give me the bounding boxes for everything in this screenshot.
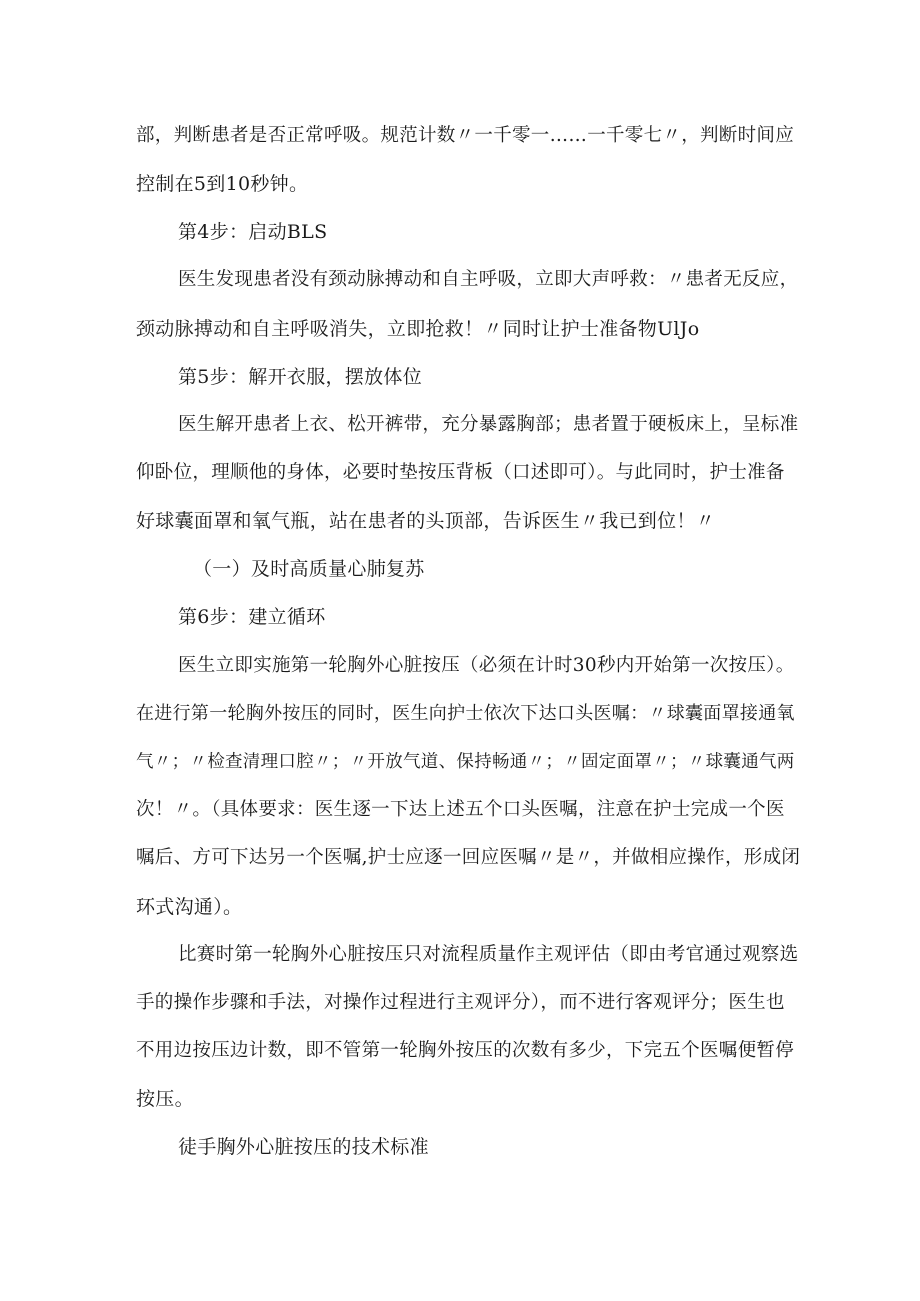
text-line-5: 颈动脉搏动和自主呼吸消失，立即抢救！〃同时让护士准备物UlJo [136, 318, 700, 340]
text-line-13: 在进行第一轮胸外按压的同时，医生向护士依次下达口头医嘱：〃球囊面罩接通氧 [136, 703, 795, 724]
step-5-heading: 第5步：解开衣服，摆放体位 [178, 366, 422, 388]
text-line-8: 仰卧位，理顺他的身体，必要时垫按压背板（口述即可）。与此同时，护士准备 [136, 462, 785, 483]
text-line-18: 比赛时第一轮胸外心脏按压只对流程质量作主观评估（即由考官通过观察选 [178, 944, 799, 965]
text-line-19: 手的操作步骤和手法，对操作过程进行主观评分），而不进行客观评分；医生也 [136, 992, 785, 1013]
text-line-7: 医生解开患者上衣、松开裤带，充分暴露胸部；患者置于硬板床上，呈标准 [178, 414, 799, 435]
section-heading-cpr: （一）及时高质量心肺复苏 [193, 558, 425, 580]
text-line-9: 好球囊面罩和氧气瓶，站在患者的头顶部，告诉医生〃我已到位！〃 [136, 510, 716, 532]
text-line-15: 次！〃。（具体要求：医生逐一下达上述五个口头医嘱，注意在护士完成一个医 [136, 799, 785, 820]
text-line-14: 气〃；〃检查清理口腔〃；〃开放气道、保持畅通〃；〃固定面罩〃；〃球囊通气两 [136, 752, 795, 772]
text-line-17: 环式沟通）。 [136, 896, 243, 918]
step-6-heading: 第6步：建立循环 [178, 606, 326, 628]
text-line-2: 控制在5到10秒钟。 [136, 173, 309, 195]
technique-standard-heading: 徒手胸外心脏按压的技术标准 [178, 1136, 429, 1158]
text-line-1: 部，判断患者是否正常呼吸。规范计数〃一千零一……一千零七〃，判断时间应 [136, 125, 795, 146]
text-line-16: 嘱后、方可下达另一个医嘱,护士应逐一回应医嘱〃是〃，并做相应操作，形成闭 [136, 847, 801, 868]
text-line-20: 不用边按压边计数，即不管第一轮胸外按压的次数有多少，下完五个医嘱便暂停 [136, 1040, 795, 1061]
text-line-21: 按压。 [136, 1088, 194, 1110]
text-line-12: 医生立即实施第一轮胸外心脏按压（必须在计时30秒内开始第一次按压）。 [178, 655, 795, 676]
text-line-4: 医生发现患者没有颈动脉搏动和自主呼吸，立即大声呼救：〃患者无反应， [178, 269, 799, 290]
step-4-heading: 第4步：启动BLS [178, 221, 328, 243]
